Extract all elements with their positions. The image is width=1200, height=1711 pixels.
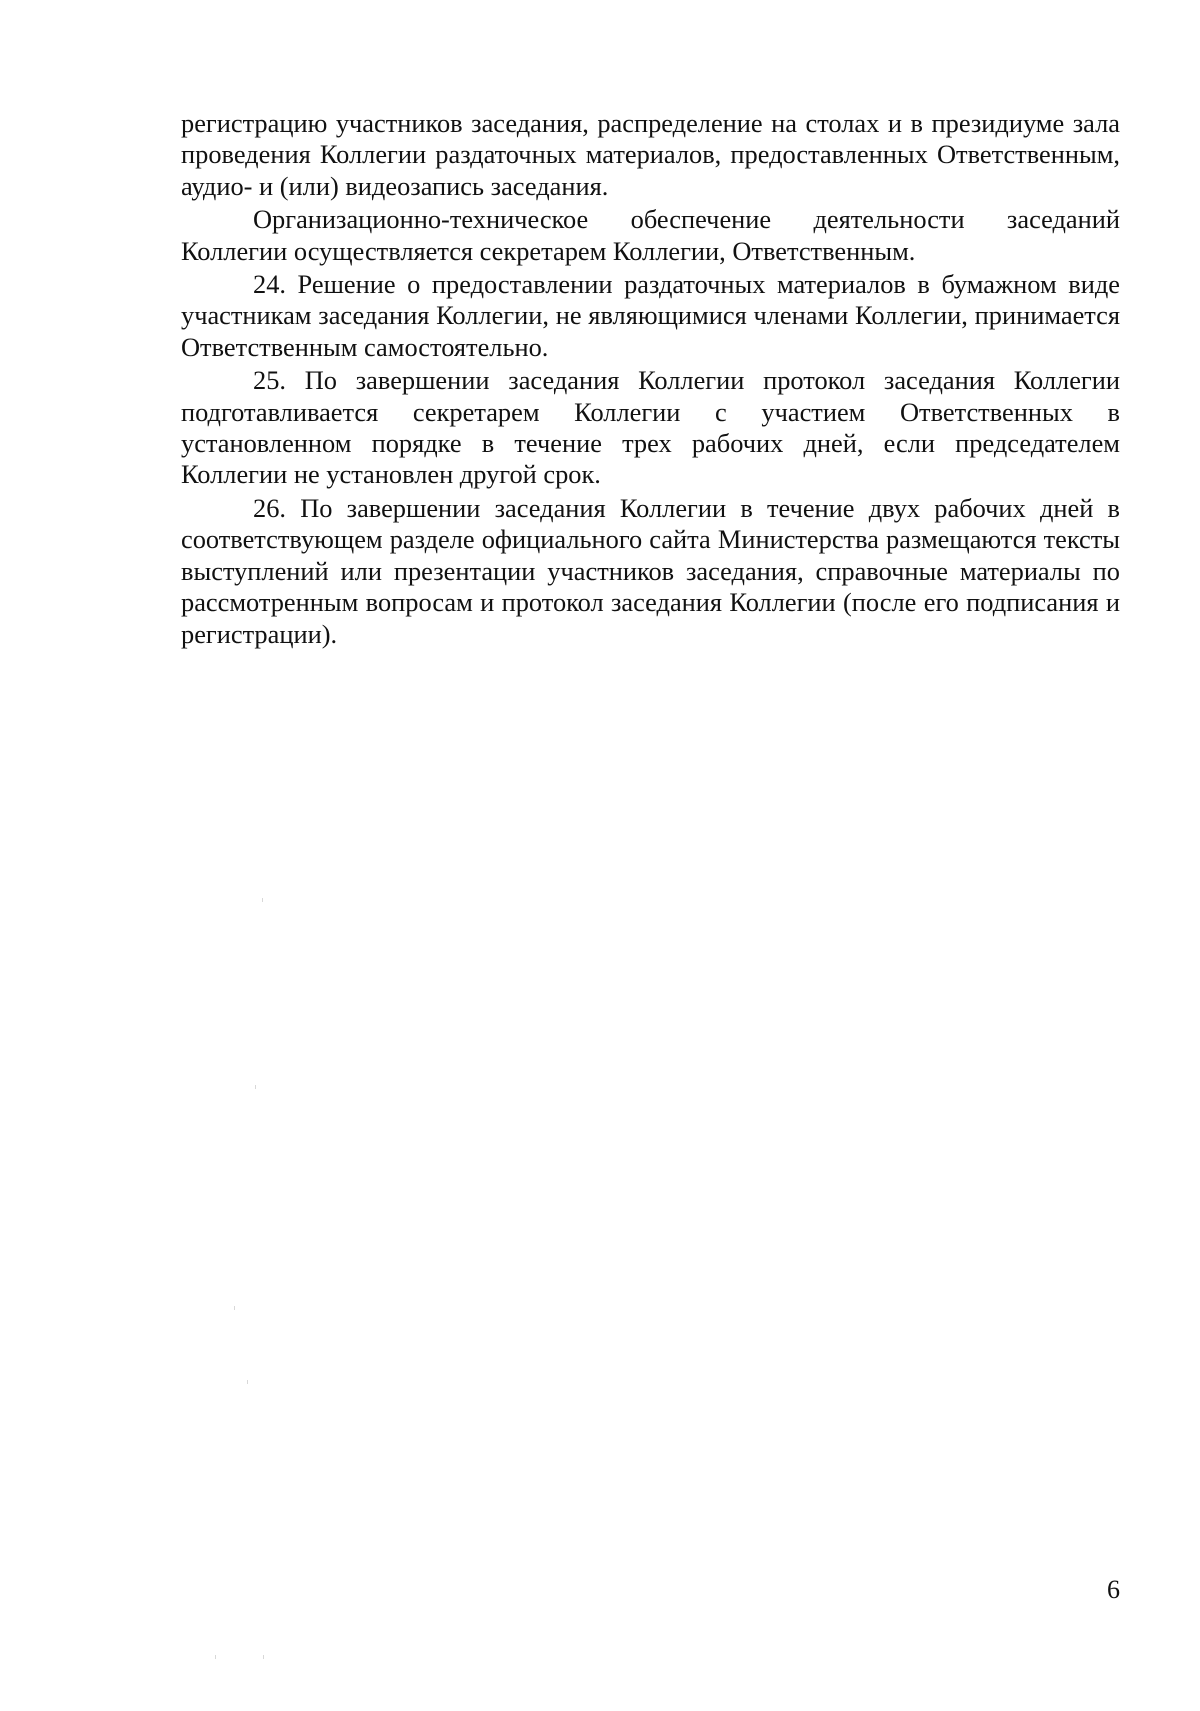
scan-speck <box>247 1380 248 1384</box>
scan-speck <box>255 1085 256 1089</box>
paragraph-item-24: 24. Решение о предоставлении раздаточных материалов в бумажном виде участникам заседания Коллегии, не являющимися членами Коллегии, принимается Ответственным самостоятельно. <box>181 269 1120 362</box>
paragraph-continuation: регистрацию участников заседания, распределение на столах и в президиуме зала проведения Коллегии раздаточных материалов, предоставленных Ответственным, аудио- и (или) видеозапись заседания. <box>181 108 1120 201</box>
paragraph-organizational-support: Организационно-техническое обеспечение деятельности заседаний Коллегии осуществляется секретарем Коллегии, Ответственным. <box>181 204 1120 266</box>
scan-speck <box>234 1306 235 1310</box>
paragraph-item-25: 25. По завершении заседания Коллегии протокол заседания Коллегии подготавливается секретарем Коллегии с участием Ответственных в установленном порядке в течение трех рабочих дней, если председателем Коллегии не установлен другой срок. <box>181 365 1120 490</box>
paragraph-item-26: 26. По завершении заседания Коллегии в течение двух рабочих дней в соответствующем разделе официального сайта Министерства размещаются тексты выступлений или презентации участников заседания, справочные материалы по рассмотренным вопросам и протокол заседания Коллегии (после его подписания и регистрации). <box>181 492 1120 649</box>
scan-speck <box>215 1655 216 1659</box>
document-body <box>181 108 1120 652</box>
page-number: 6 <box>1107 1575 1120 1604</box>
scan-speck <box>262 898 263 902</box>
scan-speck <box>263 1655 264 1659</box>
